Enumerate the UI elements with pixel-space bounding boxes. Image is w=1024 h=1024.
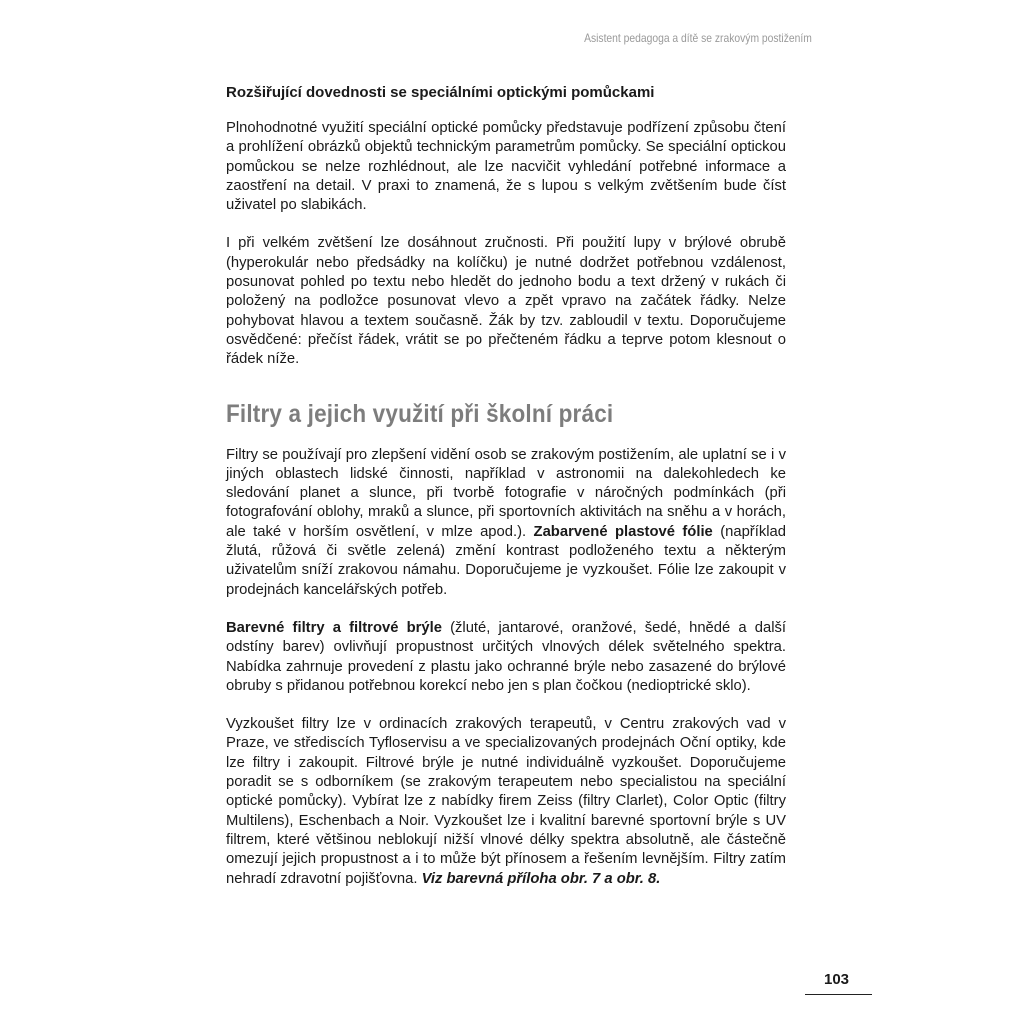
paragraph-filters-intro xyxy=(226,446,786,600)
chapter-title: Filtry a jejich využití při školní práci xyxy=(226,399,614,428)
paragraph-optical-aid-usage: Plnohodnotné využití speciální optické pomůcky představuje podřízení způsobu čtení a prohlížení obrázků objektů technickým parametrům pomůcky. Se speciální optickou pomůckou se nelze rozhlédnout, ale lze nacvičit vyhledání potřebné informace a zaostření na detail. V praxi to znamená, že s lupou s velkým zvětšením bude číst uživatel po slabikách. xyxy=(226,120,786,214)
section-heading: Rozšiřující dovednosti se speciálními optickými pomůckami xyxy=(226,84,655,101)
bold-term-foils: Zabarvené plastové fólie xyxy=(533,523,713,540)
page-number: 103 xyxy=(824,971,850,988)
paragraph-text: (například žlutá, růžová či světle zelená) změní kontrast podloženého textu a některým uživatelům sníží zrakovou námahu. Doporučujeme je vyzkoušet. Fólie lze zakoupit v prodejnách kancelářských potřeb. xyxy=(226,523,786,598)
paragraph-magnification-skills: I při velkém zvětšení lze dosáhnout zručnosti. Při použití lupy v brýlové obrubě (hyperokulár nebo předsádky na kolíčku) je nutné dodržet potřebnou vzdálenost, posunovat pohled po textu nebo hledět do jednoho bodu a text držený v rukách či položený na podložce posunovat vlevo a zpět vpravo na začátek řádky. Nelze pohybovat hlavou a textem současně. Žák by tzv. zabloudil v textu. Doporučujeme osvědčené: přečíst řádek, vrátit se po přečteném řádku a teprve potom klesnout o řádek níže. xyxy=(226,235,786,368)
paragraph-where-to-try xyxy=(226,715,786,889)
paragraph-text: Filtry se používají pro zlepšení vidění osob se zrakovým postižením, ale uplatní se i v jiných oblastech lidské činnosti, například v astronomii na dalekohledech ke sledování planet a slunce, při tvorbě fotografie v náročných podmínkách (při fotografování oblohy, mraků a slunce, při sportovních aktivitách na sněhu a v horách, ale také v horším osvětlení, v mlze apod.). xyxy=(226,446,786,540)
bold-term-filter-glasses: Barevné filtry a filtrové brýle xyxy=(226,619,442,636)
page-number-rule xyxy=(805,994,872,995)
page-body xyxy=(226,82,786,908)
paragraph-color-filters xyxy=(226,619,786,696)
running-header: Asistent pedagoga a dítě se zrakovým postižením xyxy=(584,31,812,45)
appendix-reference: Viz barevná příloha obr. 7 a obr. 8. xyxy=(421,870,661,887)
paragraph-text: Vyzkoušet filtry lze v ordinacích zrakových terapeutů, v Centru zrakových vad v Praze, ve střediscích Tyfloservisu a ve specializovaných prodejnách Oční optiky, kde lze filtry i zakoupit. Filtrové brýle je nutné individuálně vyzkoušet. Doporučujeme poradit se s odborníkem (se zrakovým terapeutem nebo specialistou na speciální optické pomůcky). Vybírat lze z nabídky firem Zeiss (filtry Clarlet), Color Optic (filtry Multilens), Eschenbach a Noir. Vyzkoušet lze i kvalitní barevné sportovní brýle s UV filtrem, které většinou neblokují nižší vlnové délky spektra absolutně, ale částečně omezují jejich propustnost a i to může být přínosem a řešením levnějším. Filtry zatím nehradí zdravotní pojišťovna. xyxy=(226,716,786,887)
paragraph-text: (žluté, jantarové, oranžové, šedé, hnědé a další odstíny barev) ovlivňují propustnost určitých vlnových délek světelného spektra. Nabídka zahrnuje provedení z plastu jako ochranné brýle nebo zasazené do brýlové obruby s přidanou potřebnou korekcí nebo jen s plan čočkou (nedioptrické sklo). xyxy=(226,619,786,694)
